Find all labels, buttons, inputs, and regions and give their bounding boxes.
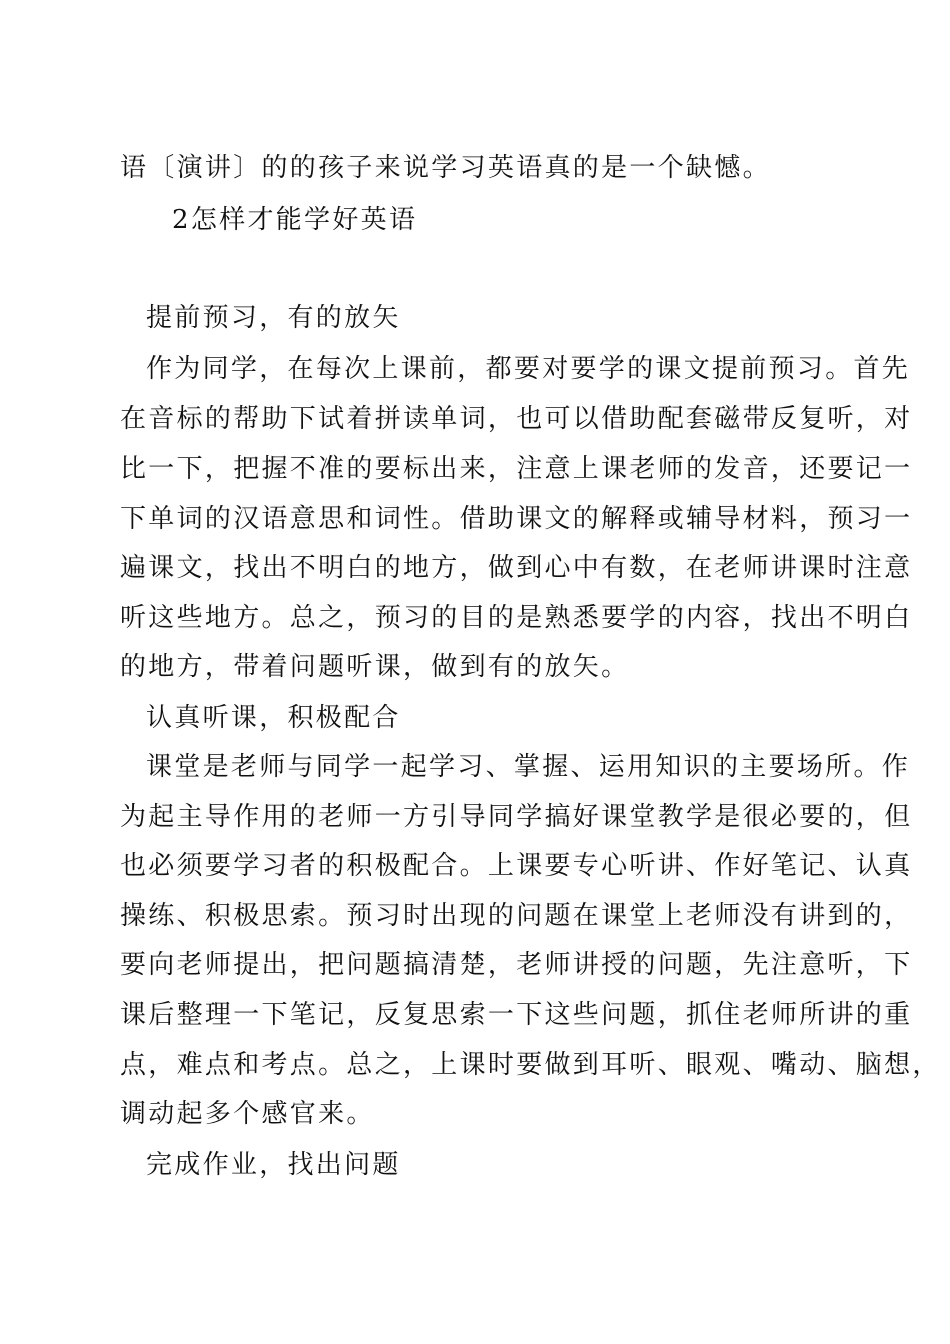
paragraph-line: 遍课文，找出不明白的地方，做到心中有数，在老师讲课时注意 — [120, 553, 913, 583]
paragraph-line: 点，难点和考点。总之，上课时要做到耳听、眼观、嘴动、脑想， — [120, 1050, 941, 1080]
subheading-homework: 完成作业，找出问题 — [146, 1150, 401, 1180]
paragraph-line: 为起主导作用的老师一方引导同学搞好课堂教学是很必要的，但 — [120, 802, 913, 832]
paragraph-line: 下单词的汉语意思和词性。借助课文的解释或辅导材料，预习一 — [120, 504, 913, 534]
paragraph-line: 听这些地方。总之，预习的目的是熟悉要学的内容，找出不明白 — [120, 603, 913, 633]
paragraph-line: 课后整理一下笔记，反复思索一下这些问题，抓住老师所讲的重 — [120, 1000, 913, 1030]
paragraph-line: 的地方，带着问题听课，做到有的放矢。 — [120, 652, 630, 682]
paragraph-line: 也必须要学习者的积极配合。上课要专心听讲、作好笔记、认真 — [120, 851, 913, 881]
paragraph-line: 要向老师提出，把问题搞清楚，老师讲授的问题，先注意听，下 — [120, 950, 913, 980]
paragraph-line: 作为同学，在每次上课前，都要对要学的课文提前预习。首先 — [146, 354, 911, 384]
subheading-preview: 提前预习，有的放矢 — [146, 303, 401, 333]
paragraph-line: 操练、积极思索。预习时出现的问题在课堂上老师没有讲到的， — [120, 901, 913, 931]
paragraph-line: 调动起多个感官来。 — [120, 1099, 375, 1129]
subheading-listen: 认真听课，积极配合 — [146, 703, 401, 733]
lead-line: 语〔演讲〕的的孩子来说学习英语真的是一个缺憾。 — [120, 153, 771, 183]
section-heading: 2怎样才能学好英语 — [172, 205, 418, 235]
paragraph-line: 在音标的帮助下试着拼读单词，也可以借助配套磁带反复听，对 — [120, 404, 913, 434]
paragraph-line: 比一下，把握不准的要标出来，注意上课老师的发音，还要记一 — [120, 454, 913, 484]
paragraph-line: 课堂是老师与同学一起学习、掌握、运用知识的主要场所。作 — [146, 752, 911, 782]
